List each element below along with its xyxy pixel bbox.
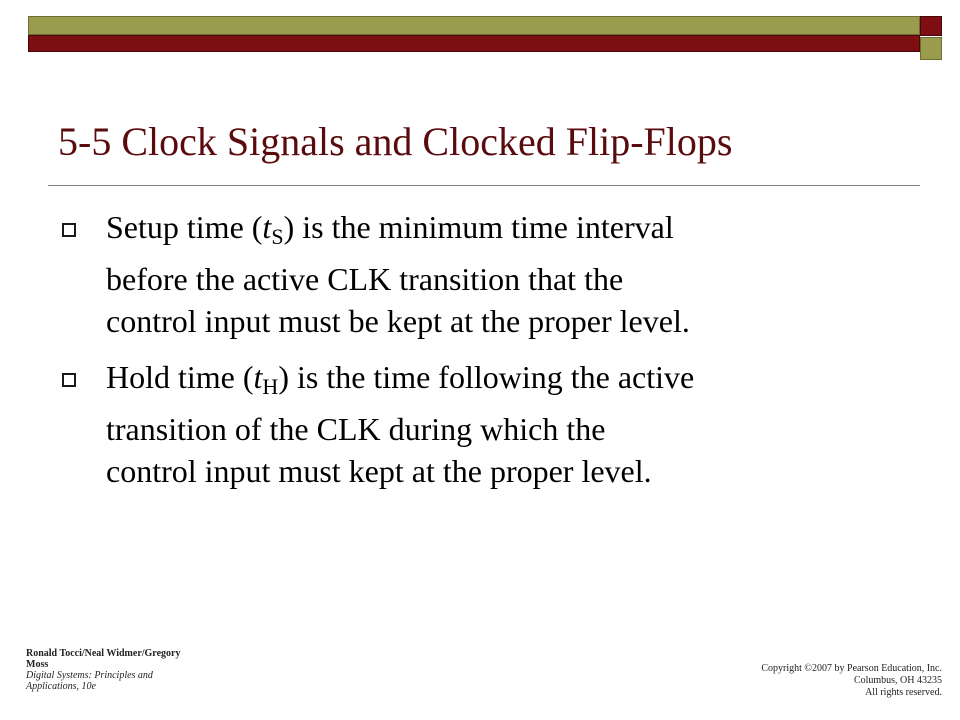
footer-copyright [761, 663, 942, 699]
header-bars [28, 16, 920, 60]
variable-t: t [253, 359, 263, 395]
footer-book-title: Digital Systems: Principles and [26, 670, 153, 681]
bullet-list [62, 206, 922, 506]
bullet-line [106, 356, 922, 408]
bullet-line: before the active CLK transition that the [106, 261, 624, 297]
copyright-line: All rights reserved. [865, 687, 942, 698]
header-maroon-bar [28, 35, 920, 52]
footer-book-title: Applications, 10e [26, 681, 96, 692]
variable-t: t [262, 209, 272, 245]
footer-credits [26, 648, 226, 692]
bullet-text: Setup time ( [106, 209, 263, 245]
bullet-text: ) is the minimum time interval [283, 209, 674, 245]
bullet-line: control input must kept at the proper level. [106, 453, 652, 489]
footer-authors: Moss [26, 659, 49, 670]
slide-title: 5-5 Clock Signals and Clocked Flip-Flops [58, 119, 733, 164]
bullet-line [106, 206, 922, 258]
bullet-text: Hold time ( [106, 359, 254, 395]
header-olive-square [920, 37, 942, 60]
header-maroon-square [920, 16, 942, 36]
footer-authors: Ronald Tocci/Neal Widmer/Gregory [26, 648, 181, 659]
bullet-line: control input must be kept at the proper level. [106, 303, 690, 339]
bullet-item-hold-time [62, 356, 922, 492]
bullet-line: transition of the CLK during which the [106, 411, 606, 447]
subscript-h: H [262, 374, 279, 399]
title-divider [48, 185, 920, 186]
subscript-s: S [271, 224, 284, 249]
copyright-line: Columbus, OH 43235 [853, 675, 942, 686]
copyright-line: Copyright ©2007 by Pearson Education, Inc. [761, 663, 942, 674]
hollow-square-bullet-icon [62, 373, 76, 387]
bullet-item-setup-time [62, 206, 922, 342]
bullet-text: ) is the time following the active [278, 359, 695, 395]
hollow-square-bullet-icon [62, 223, 76, 237]
header-olive-bar [28, 16, 920, 35]
